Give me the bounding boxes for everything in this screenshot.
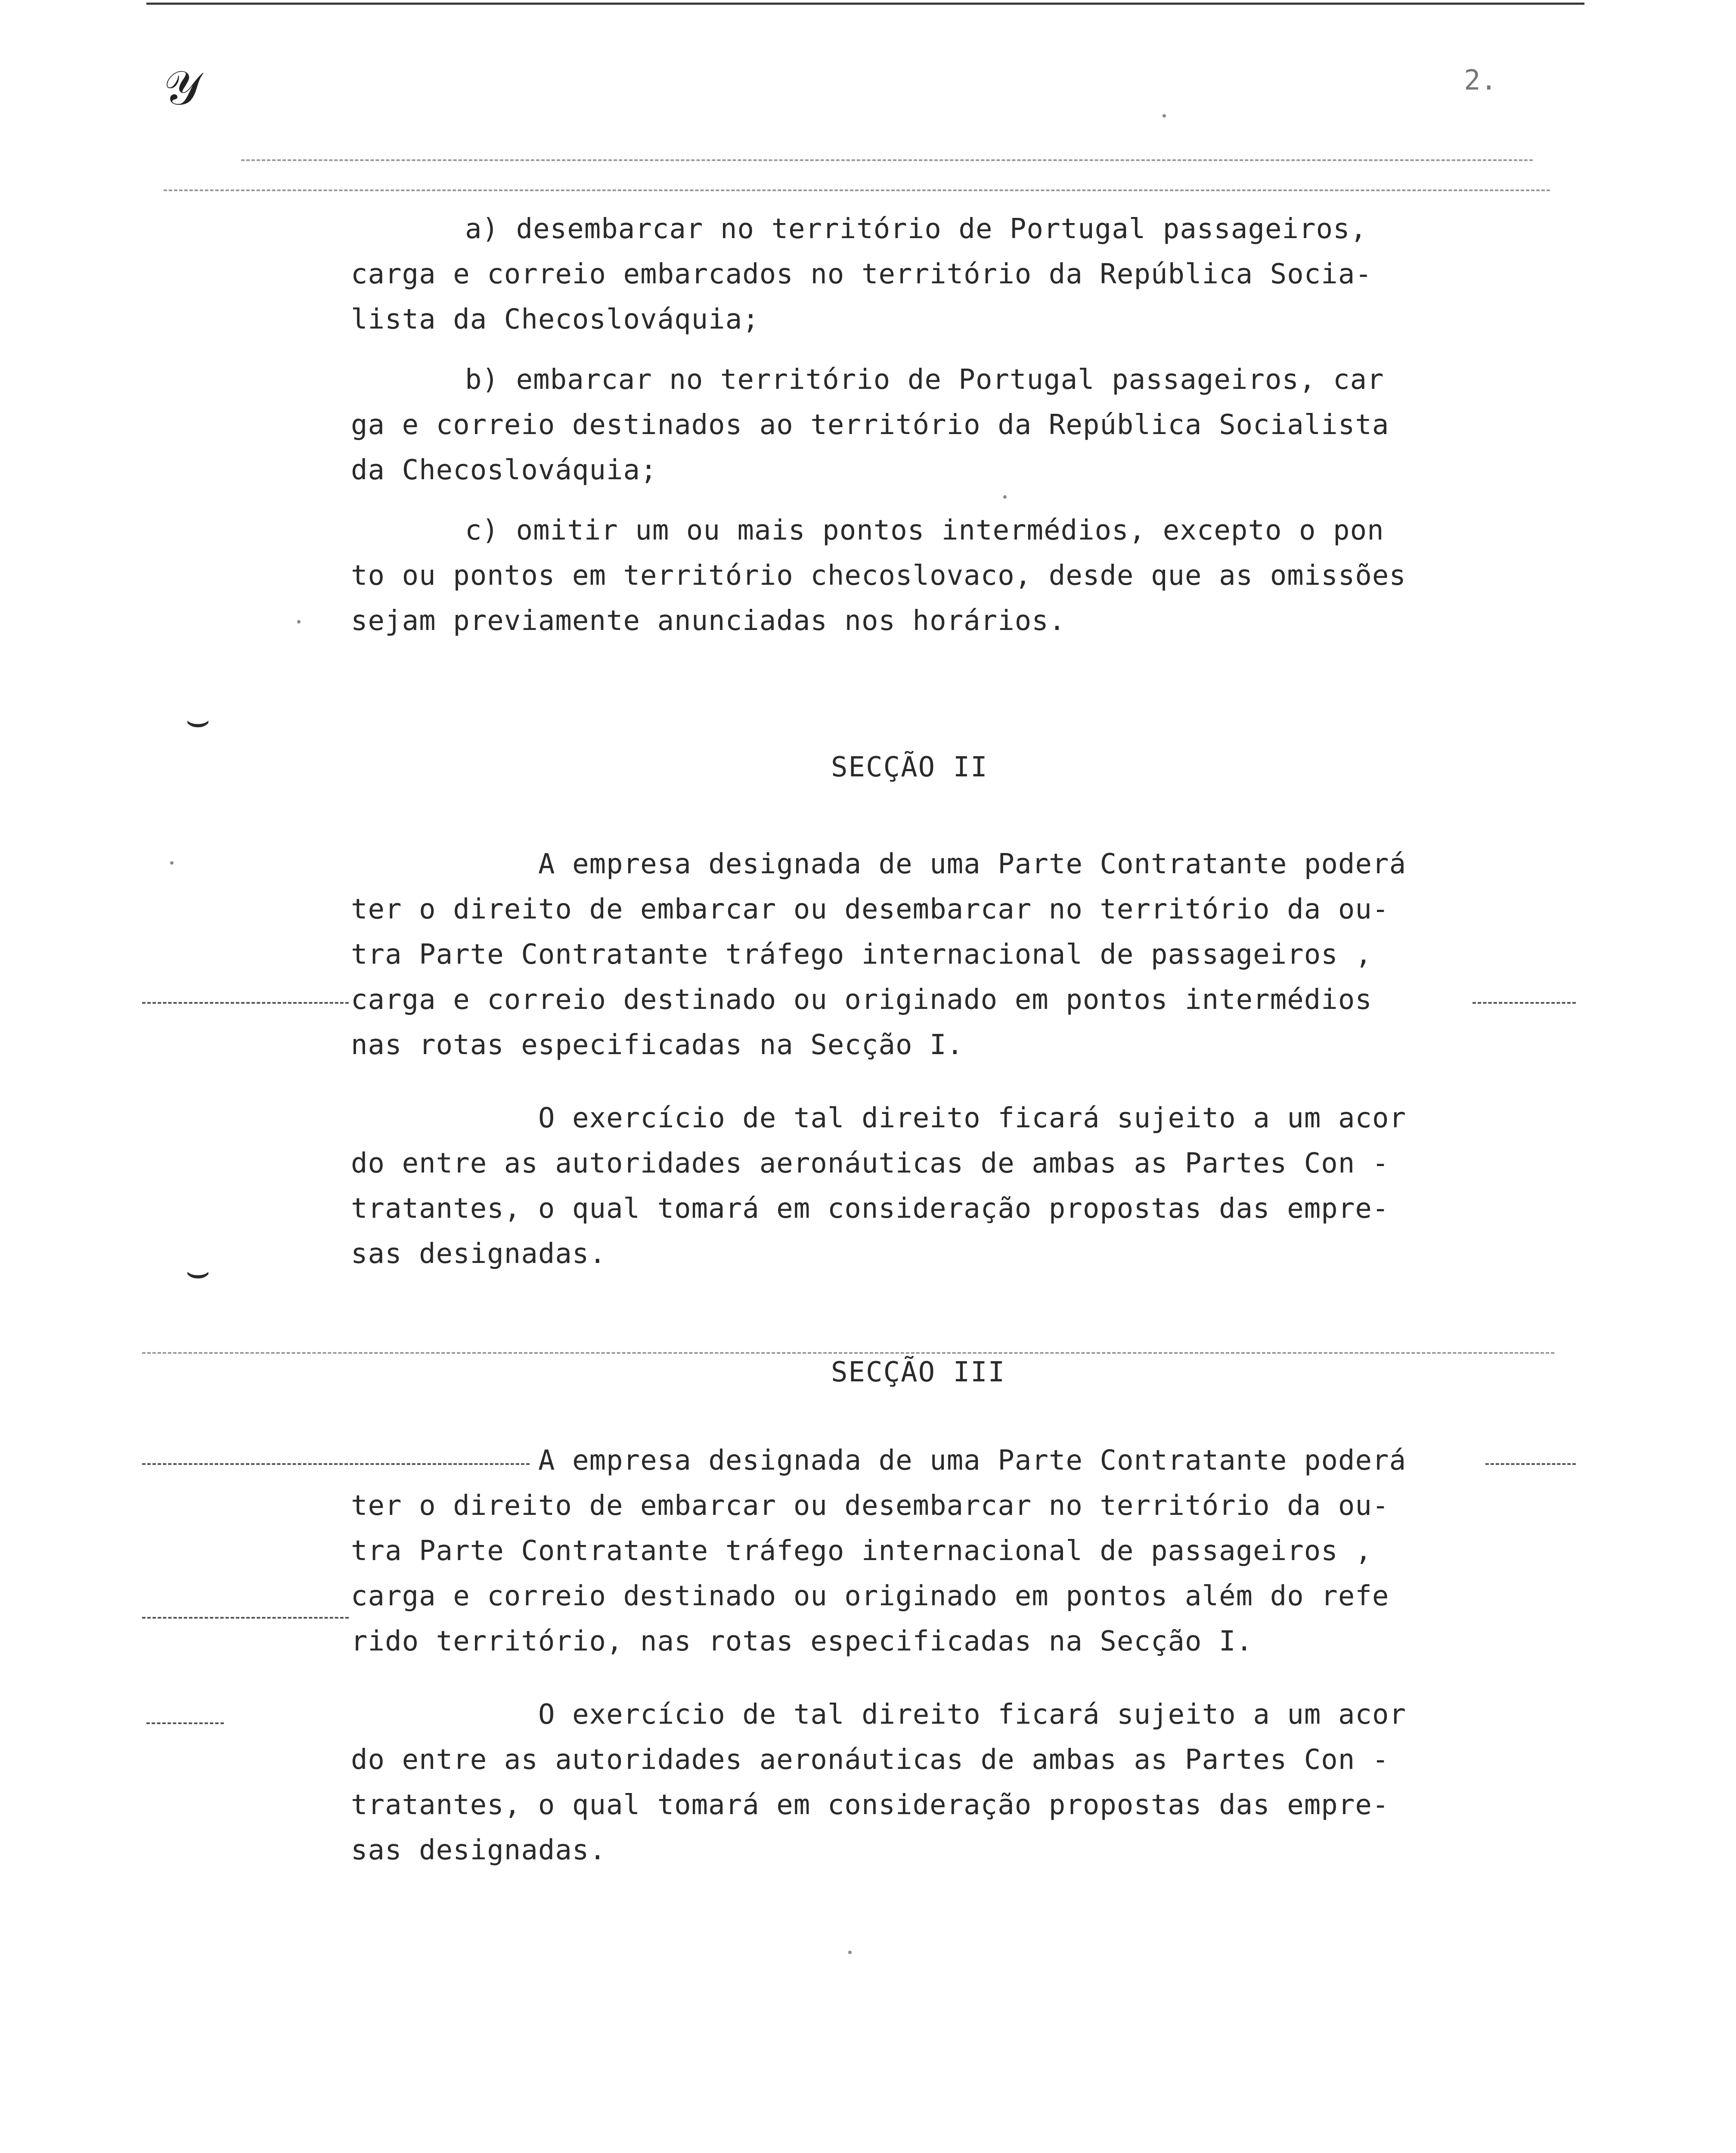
s3-p2-line-4: sas designadas. — [351, 1834, 606, 1866]
item-b-line-1: b) embarcar no território de Portugal passageiros, car — [465, 364, 1384, 396]
header-dashed-rule-2 — [164, 189, 1550, 191]
s3-p2-line-2: do entre as autoridades aeronáuticas de ambas as Partes Con - — [351, 1744, 1389, 1776]
item-a-line-3: lista da Checoslováquia; — [351, 304, 760, 335]
s3-p1-line-3: tra Parte Contratante tráfego internacional de passageiros , — [351, 1535, 1372, 1567]
s2-p2-line-2: do entre as autoridades aeronáuticas de ambas as Partes Con - — [351, 1148, 1389, 1179]
s2-p1-line-3: tra Parte Contratante tráfego internacional de passageiros , — [351, 939, 1372, 971]
item-c-line-1: c) omitir um ou mais pontos intermédios, excepto o pon — [465, 515, 1384, 546]
s2-strike-right — [1472, 1002, 1576, 1004]
item-c-line-2: to ou pontos em território checoslovaco, desde que as omissões — [351, 560, 1406, 592]
s2-p2-line-3: tratantes, o qual tomará em consideração propostas das empre- — [351, 1193, 1389, 1225]
s3-p1-line-5: rido território, nas rotas especificadas na Secção I. — [351, 1626, 1253, 1657]
item-b-line-3: da Checoslováquia; — [351, 454, 657, 486]
s3-p1-line-4: carga e correio destinado ou originado em pontos além do refe — [351, 1580, 1389, 1612]
item-c-line-3: sejam previamente anunciadas nos horários. — [351, 605, 1066, 637]
s2-p2-line-1: O exercício de tal direito ficará sujeito a um acor — [538, 1102, 1407, 1134]
s3-strike-right — [1485, 1463, 1576, 1465]
s3-p2-line-3: tratantes, o qual tomará em consideração propostas das empre- — [351, 1789, 1389, 1821]
margin-tick-icon-2: ⌣ — [185, 1249, 211, 1294]
s3-strike-left-2 — [142, 1617, 349, 1619]
item-a-line-2: carga e correio embarcados no território da República Socia- — [351, 258, 1372, 290]
s2-p2-line-4: sas designadas. — [351, 1238, 606, 1270]
s2-p1-line-1: A empresa designada de uma Parte Contratante poderá — [538, 848, 1407, 880]
margin-tick-icon: ⌣ — [185, 698, 211, 743]
s3-p1-line-1: A empresa designada de uma Parte Contratante poderá — [538, 1445, 1407, 1477]
s3-p1-line-2: ter o direito de embarcar ou desembarcar no território da ou- — [351, 1490, 1389, 1522]
binder-mark-icon: 𝒴 — [164, 60, 201, 115]
header-dashed-rule — [241, 159, 1533, 161]
ink-speck — [170, 861, 174, 865]
item-a-line-1: a) desembarcar no território de Portugal passageiros, — [465, 213, 1367, 245]
ink-speck — [297, 620, 301, 624]
s3-p2-line-1: O exercício de tal direito ficará sujeito a um acor — [538, 1699, 1407, 1731]
ink-speck — [1162, 114, 1166, 118]
top-border — [146, 3, 1584, 5]
s2-p1-line-4: carga e correio destinado ou originado em pontos intermédios — [351, 984, 1372, 1016]
section-3-dashed-rule — [142, 1352, 1554, 1354]
section-3-heading: SECÇÃO III — [831, 1356, 1006, 1388]
ink-speck — [1003, 495, 1007, 499]
ink-speck — [848, 1951, 852, 1954]
section-2-heading: SECÇÃO II — [831, 751, 988, 783]
s2-p1-line-2: ter o direito de embarcar ou desembarcar no território da ou- — [351, 893, 1389, 925]
item-b-line-2: ga e correio destinados ao território da República Socialista — [351, 409, 1389, 441]
s2-p1-line-5: nas rotas especificadas na Secção I. — [351, 1029, 964, 1061]
page-number: 2. — [1464, 65, 1497, 96]
s3-strike-left — [142, 1463, 530, 1465]
margin-dash — [146, 1722, 224, 1724]
s2-strike-left — [142, 1002, 349, 1004]
